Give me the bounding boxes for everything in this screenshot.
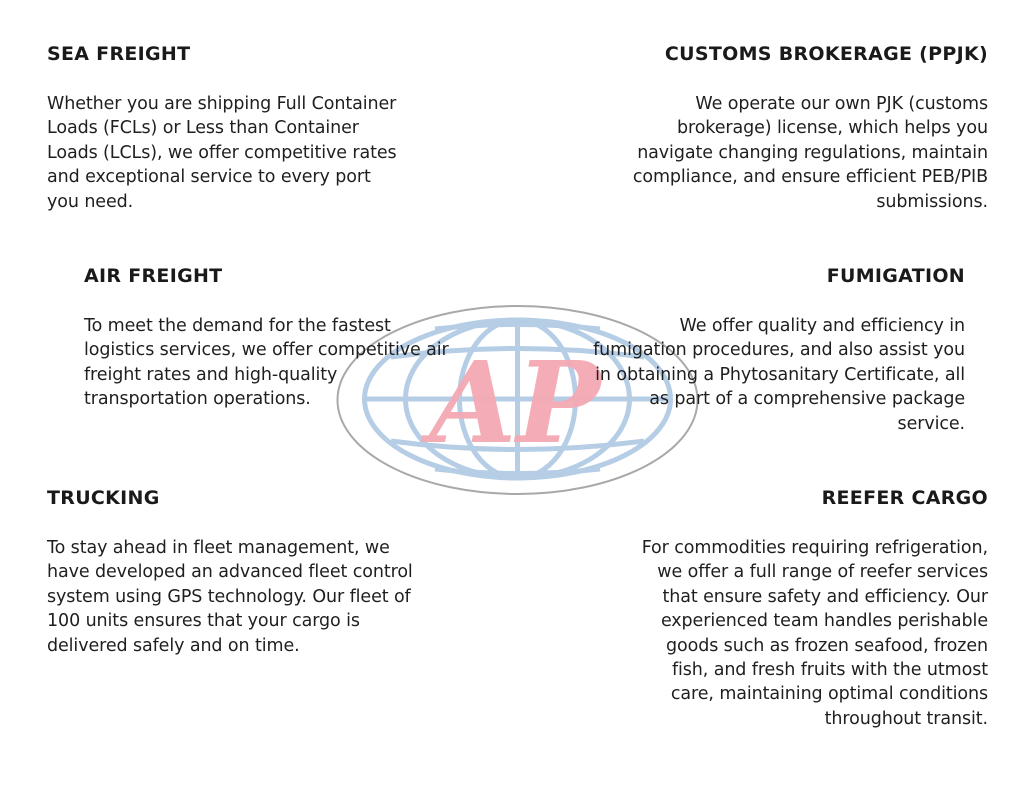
service-description: To stay ahead in fleet management, we have developed an advanced fleet control system using GPS technology. Our fleet of 100 units ensures that your cargo is delivered safely and on time. (47, 538, 413, 656)
service-fumigation (590, 264, 965, 436)
service-title: REEFER CARGO (821, 487, 988, 509)
service-title: CUSTOMS BROKERAGE (PPJK) (664, 43, 988, 65)
service-description: Whether you are shipping Full Container Loads (FCLs) or Less than Container Loads (LCLs), we offer competitive rates and exceptional service to every port you need. (47, 94, 397, 212)
service-description: To meet the demand for the fastest logistics services, we offer competitive air freight rates and high-quality transportation operations. (84, 316, 449, 410)
service-sea-freight (47, 42, 407, 214)
logo-letters: AP (429, 338, 601, 469)
service-title: TRUCKING (47, 487, 160, 509)
service-air-freight (84, 264, 464, 412)
service-description: We offer quality and efficiency in fumigation procedures, and also assist you in obtaining a Phytosanitary Certificate, all as part of a comprehensive package service. (593, 316, 965, 434)
service-title: AIR FREIGHT (84, 265, 223, 287)
service-description: For commodities requiring refrigeration, we offer a full range of reefer services that ensure safety and efficiency. Our experienced team handles perishable goods such as frozen seafood, frozen fish, and fresh fruits with the utmost care, maintaining optimal conditions throughout transit. (641, 538, 988, 729)
service-reefer-cargo (628, 486, 988, 731)
service-title: FUMIGATION (826, 265, 965, 287)
service-description: We operate our own PJK (customs brokerage) license, which helps you navigate changing regulations, maintain compliance, and ensure efficient PEB/PIB submissions. (632, 94, 988, 212)
service-customs-brokerage (620, 42, 988, 214)
service-trucking (47, 486, 417, 658)
service-title: SEA FREIGHT (47, 43, 191, 65)
